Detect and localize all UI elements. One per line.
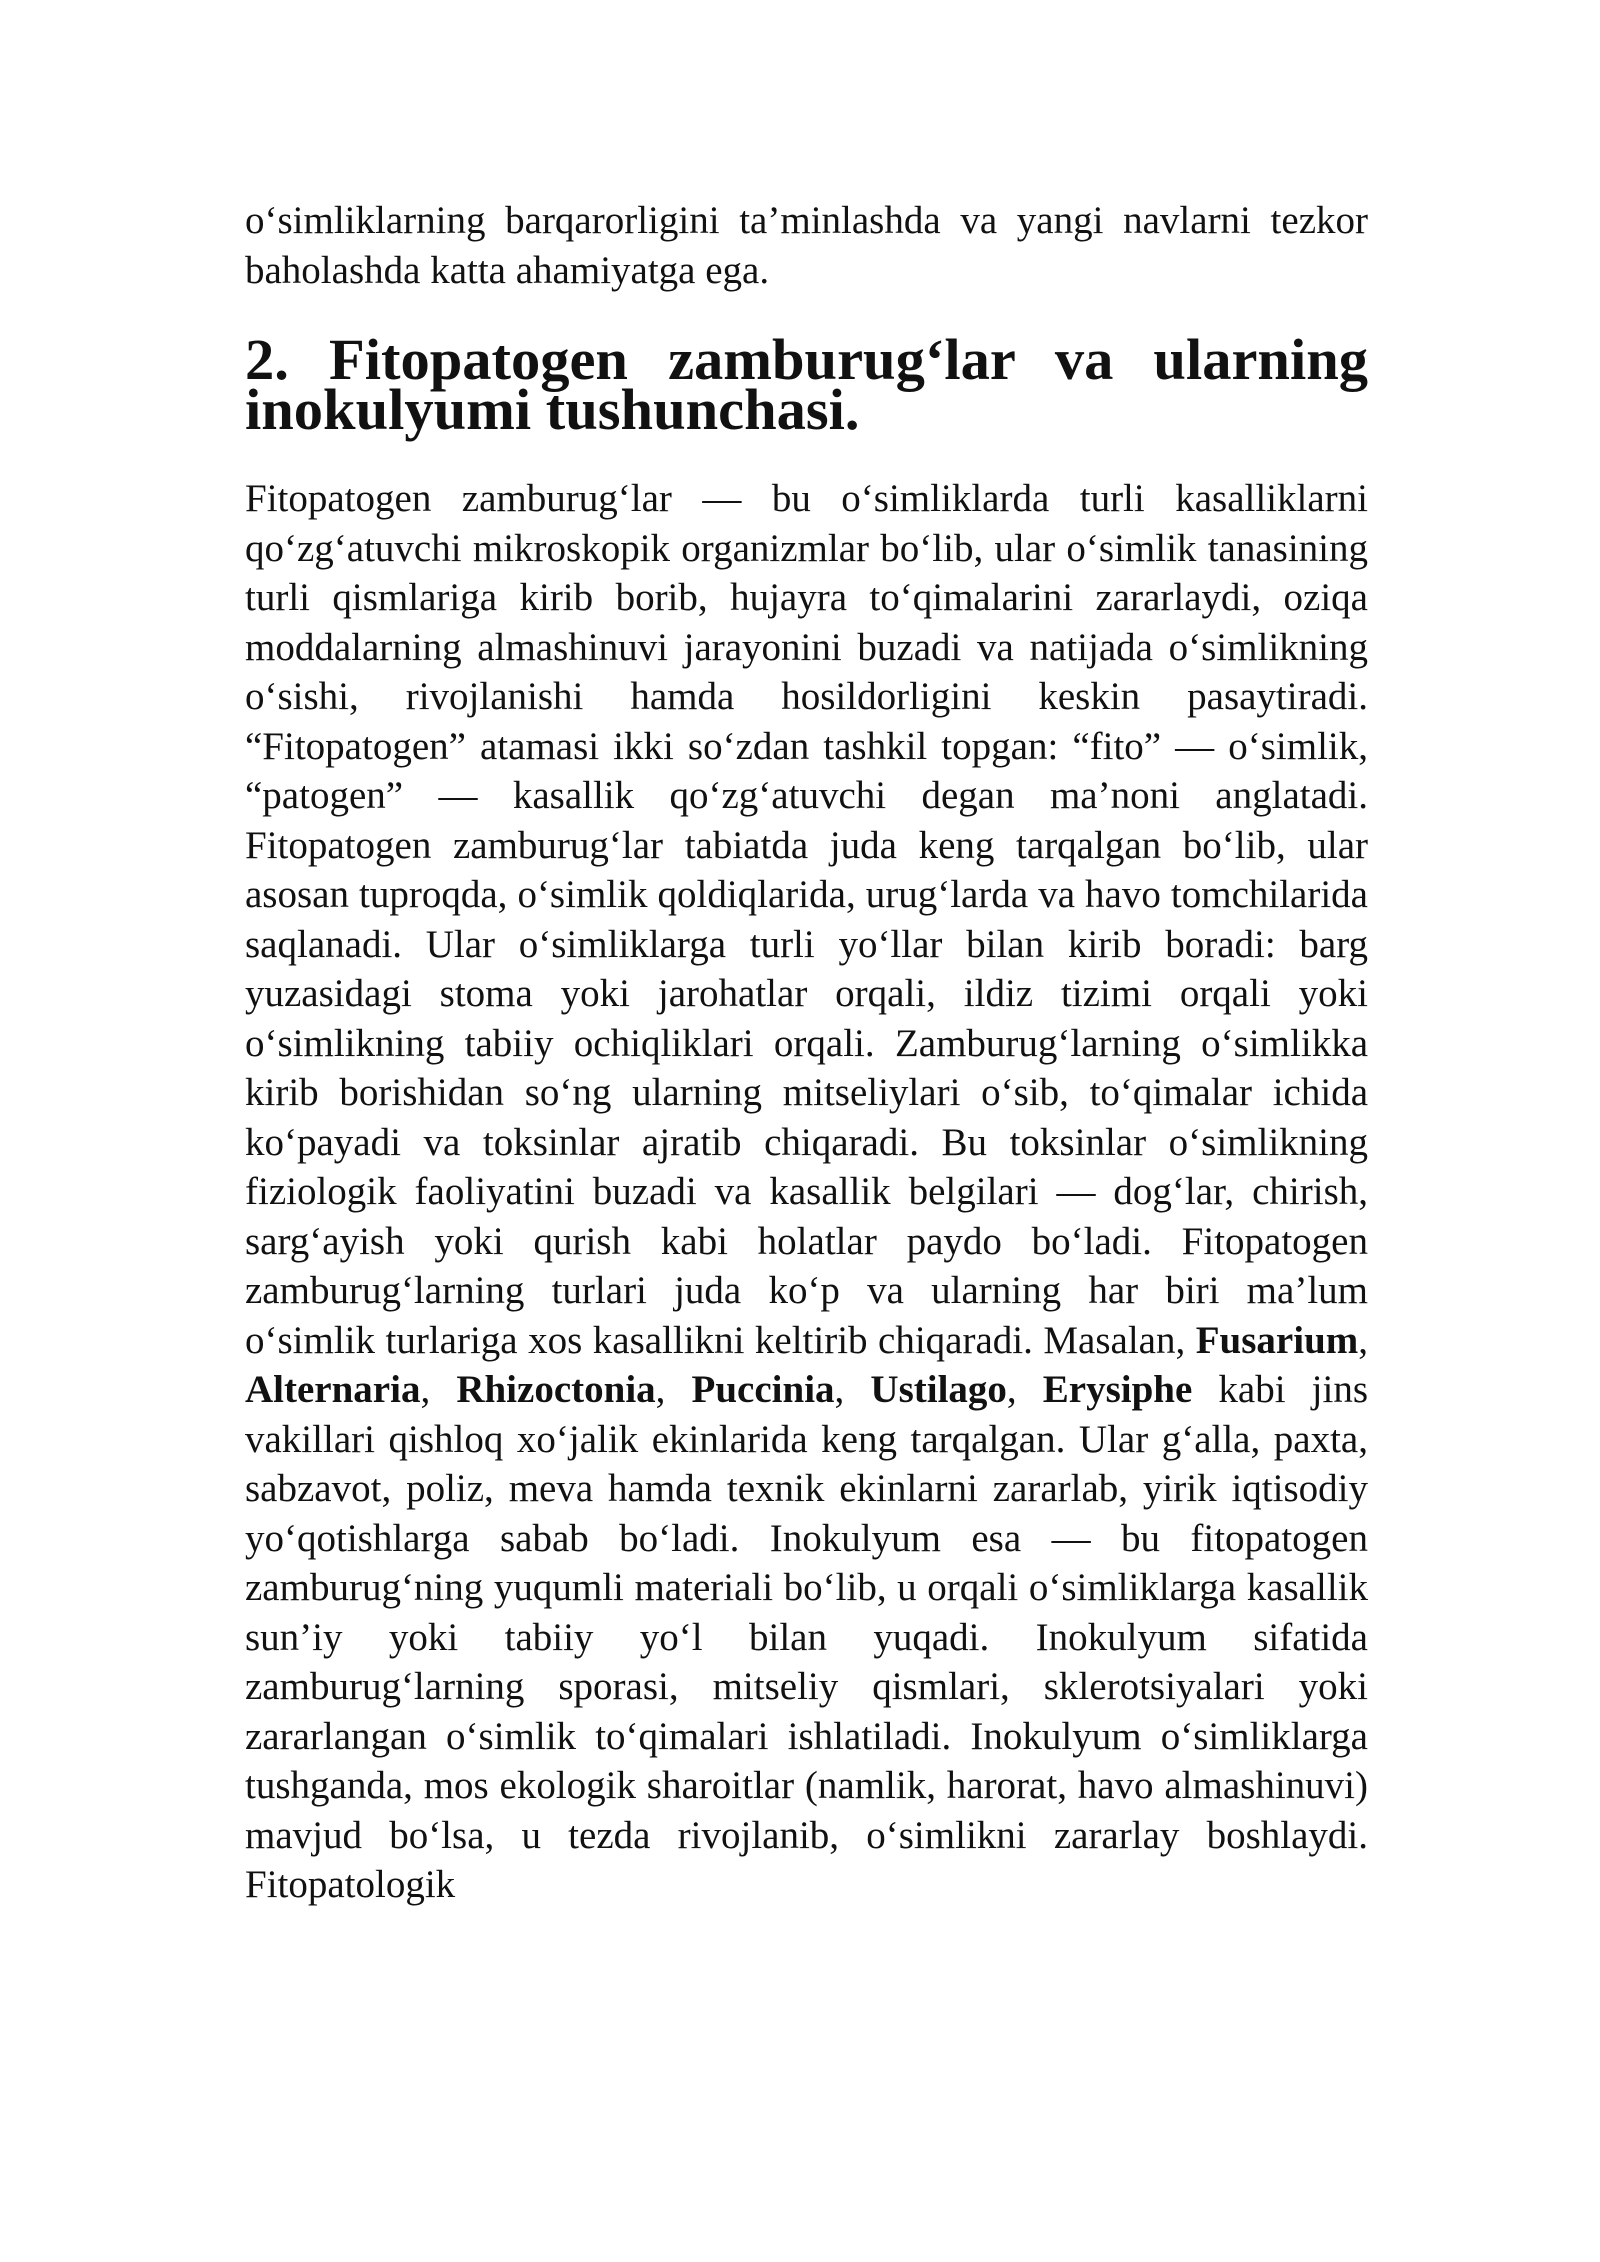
- genus-erysiphe: Erysiphe: [1042, 1368, 1193, 1411]
- body-text-part1: Fitopatogen zamburug‘lar — bu o‘simliklarda turli kasalliklarni qo‘zg‘atuvchi mikroskopik organizmlar bo‘lib, ular o‘simlik tanasining turli qismlariga kirib borib, hujayra to‘qimalarini zararlaydi, oziqa moddalarning almashinuvi jarayonini buzadi va natijada o‘simlikning o‘sishi, rivojlanishi hamda hosildorligini keskin pasaytiradi. “Fitopatogen” atamasi ikki so‘zdan tashkil topgan: “fito” — o‘simlik, “patogen” — kasallik qo‘zg‘atuvchi degan ma’noni anglatadi. Fitopatogen zamburug‘lar tabiatda juda keng tarqalgan bo‘lib, ular asosan tuproqda, o‘simlik qoldiqlarida, urug‘larda va havo tomchilarida saqlanadi. Ular o‘simliklarga turli yo‘llar bilan kirib boradi: barg yuzasidagi stoma yoki jarohatlar orqali, ildiz tizimi orqali yoki o‘simlikning tabiiy ochiqliklari orqali. Zamburug‘larning o‘simlikka kirib borishidan so‘ng ularning mitseliylari o‘sib, to‘qimalar ichida ko‘payadi va toksinlar ajratib chiqaradi. Bu toksinlar o‘simlikning fiziologik faoliyatini buzadi va kasallik belgilari — dog‘lar, chirish, sarg‘ayish yoki qurish kabi holatlar paydo bo‘ladi. Fitopatogen zamburug‘larning turlari juda ko‘p va ularning har biri ma’lum o‘simlik turlariga xos kasallikni keltirib chiqaradi. Masalan,: [245, 477, 1368, 1362]
- body-text-part2: kabi jins vakillari qishloq xo‘jalik ekinlarida keng tarqalgan. Ular g‘alla, paxta, sabzavot, poliz, meva hamda texnik ekinlarni zararlab, yirik iqtisodiy yo‘qotishlarga sabab bo‘ladi. Inokulyum esa — bu fitopatogen zamburug‘ning yuqumli materiali bo‘lib, u orqali o‘simliklarga kasallik sun’iy yoki tabiiy yo‘l bilan yuqadi. Inokulyum sifatida zamburug‘larning sporasi, mitseliy qismlari, sklerotsiyalari yoki zararlangan o‘simlik to‘qimalari ishlatiladi. Inokulyum o‘simliklarga tushganda, mos ekologik sharoitlar (namlik, harorat, havo almashinuvi) mavjud bo‘lsa, u tezda rivojlanib, o‘simlikni zararlay boshlaydi. Fitopatologik: [245, 1368, 1369, 1906]
- genus-puccinia: Puccinia: [691, 1368, 835, 1411]
- section-heading: [245, 327, 1369, 442]
- separator: ,: [420, 1368, 457, 1411]
- genus-rhizoctonia: Rhizoctonia: [456, 1368, 656, 1411]
- genus-ustilago: Ustilago: [870, 1368, 1007, 1411]
- intro-paragraph: o‘simliklarning barqarorligini ta’minlashda va yangi navlarni tezkor baholashda katta ahamiyatga ega.: [245, 199, 1368, 292]
- document-page: [245, 196, 1368, 1910]
- separator: ,: [834, 1368, 871, 1411]
- genus-alternaria: Alternaria: [245, 1368, 421, 1411]
- genus-fusarium: Fusarium: [1195, 1318, 1359, 1362]
- separator: ,: [655, 1368, 692, 1411]
- body-paragraph: [245, 474, 1368, 1910]
- separator: ,: [1358, 1318, 1368, 1362]
- section-title: Fitopatogen zamburug‘lar va ularning inokulyumi tushunchasi.: [245, 327, 1369, 442]
- separator: ,: [1006, 1368, 1043, 1411]
- section-number: 2.: [245, 327, 289, 392]
